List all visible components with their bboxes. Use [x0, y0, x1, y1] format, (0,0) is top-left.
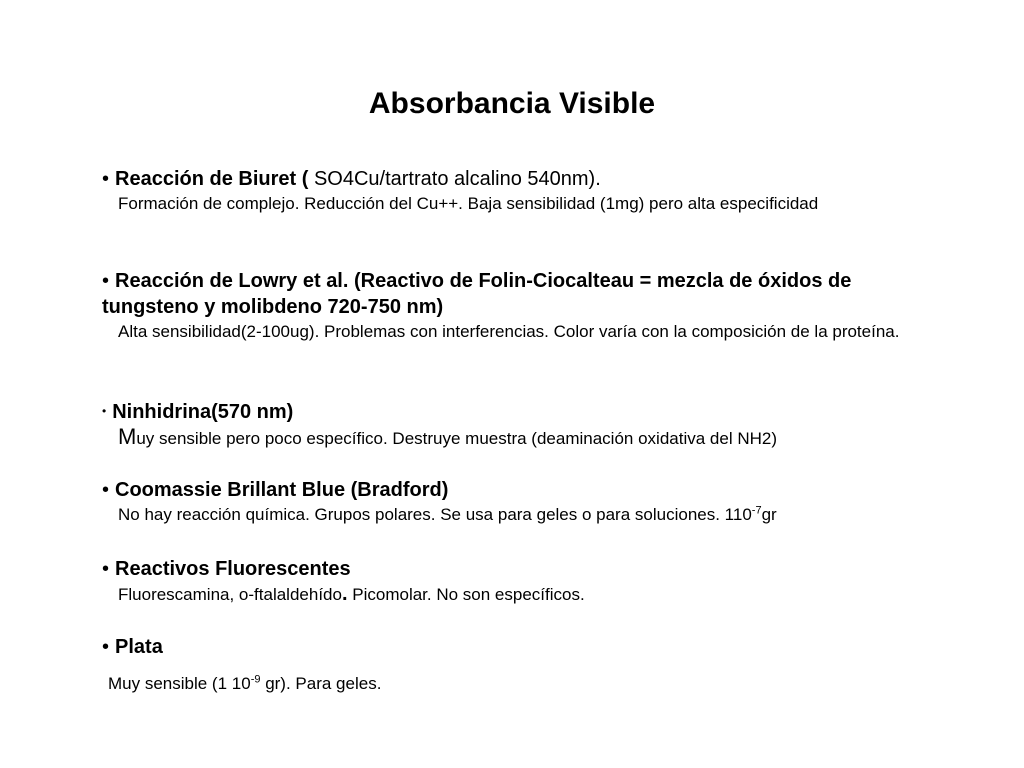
item-description-exponent: -7	[751, 504, 762, 517]
item-heading-text: Coomassie Brillant Blue (Bradford)	[115, 479, 449, 501]
item-description	[102, 672, 922, 696]
item-description-unit: gr	[761, 505, 777, 524]
item-heading	[102, 166, 922, 192]
item-heading-text: Plata	[115, 636, 163, 658]
item-heading	[102, 268, 922, 320]
bullet-icon: •	[102, 479, 110, 501]
bullet-icon: •	[102, 636, 110, 658]
item-heading	[102, 556, 922, 582]
item-description: Alta sensibilidad(2-100ug). Problemas con interferencias. Color varía con la composición de la proteína.	[118, 322, 900, 341]
bullet-icon: •	[102, 404, 107, 418]
list-item-coomassie	[102, 477, 922, 527]
item-description	[102, 582, 922, 607]
item-heading-text: Reacción de Lowry et al. (Reactivo de Folin-Ciocalteau = mezcla de óxidos de tungsteno y molibdeno 720-750 nm)	[102, 270, 852, 318]
bullet-icon: •	[102, 558, 110, 580]
item-heading-text: Reactivos Fluorescentes	[115, 558, 351, 580]
bullet-icon: •	[102, 270, 110, 292]
item-description-exponent: -9	[250, 673, 261, 686]
item-description-initial: M	[118, 424, 137, 449]
item-description-dot: .	[341, 583, 348, 605]
item-description-text: No hay reacción química. Grupos polares. Se usa para geles o para soluciones. 110	[118, 505, 752, 524]
item-description-text-end: gr). Para geles.	[260, 674, 382, 693]
bullet-icon: •	[102, 168, 110, 190]
list-item-ninhidrina	[102, 398, 922, 451]
item-heading-text-formula: SO4Cu/tartrato alcalino 540nm).	[313, 168, 601, 190]
item-description-text: uy sensible pero poco específico. Destruye muestra (deaminación oxidativa del NH2)	[136, 429, 777, 448]
item-description-text-end: Picomolar. No son específicos.	[347, 585, 585, 604]
item-heading	[102, 477, 922, 503]
slide-title: Absorbancia Visible	[368, 87, 656, 120]
item-heading-text: Reacción de Biuret (	[115, 168, 314, 190]
item-description: Formación de complejo. Reducción del Cu++. Baja sensibilidad (1mg) pero alta especificidad	[118, 194, 819, 213]
item-description	[102, 425, 922, 451]
item-description	[102, 503, 922, 527]
item-heading	[102, 398, 922, 425]
item-description-text: Fluorescamina, o-ftalaldehído	[118, 585, 342, 604]
list-item-fluorescentes	[102, 556, 922, 607]
item-description-text: Muy sensible (1 10	[108, 674, 251, 693]
list-item-plata	[102, 634, 922, 696]
item-heading	[102, 634, 922, 660]
item-heading-text: Ninhidrina(570 nm)	[112, 401, 294, 423]
list-item-biuret	[102, 166, 922, 216]
list-item-lowry	[102, 268, 922, 344]
